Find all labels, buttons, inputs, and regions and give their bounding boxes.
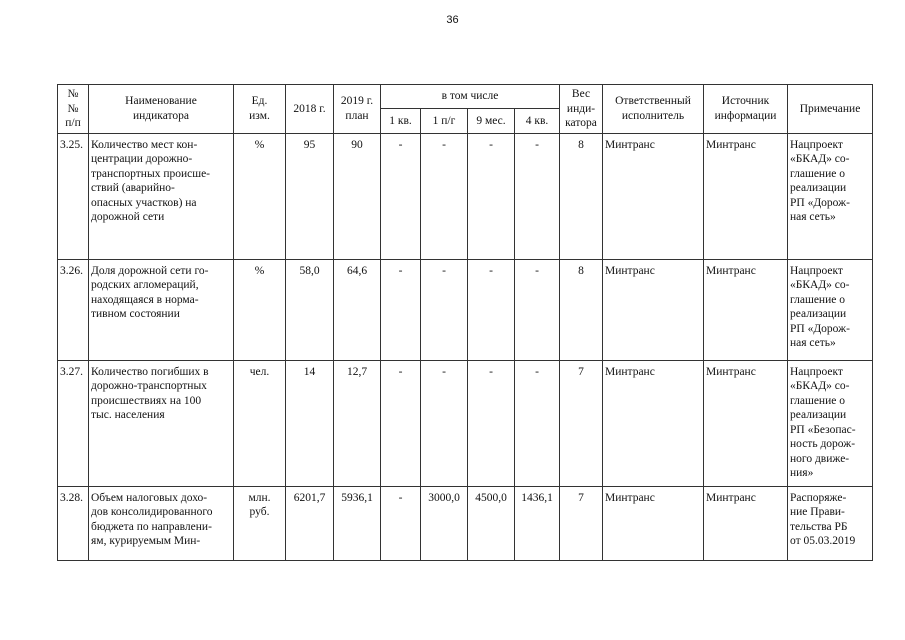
plan-2019: 64,6 — [334, 259, 381, 360]
note: Нацпроект «БКАД» со- глашение о реализации РП «Дорож- ная сеть» — [788, 259, 873, 360]
responsible: Минтранс — [603, 486, 704, 560]
col-header-q1: 1 кв. — [381, 109, 421, 133]
note: Нацпроект «БКАД» со- глашение о реализации РП «Дорож- ная сеть» — [788, 133, 873, 259]
source: Минтранс — [704, 133, 788, 259]
indicators-table — [57, 84, 873, 561]
indicator-name: Количество погибших в дорожно-транспортных происшествиях на 100 тыс. населения — [89, 360, 234, 486]
value-2018: 58,0 — [286, 259, 334, 360]
row-num: 3.27. — [58, 360, 89, 486]
note: Распоряже- ние Прави- тельства РБ от 05.03.2019 — [788, 486, 873, 560]
value-2018: 14 — [286, 360, 334, 486]
table-row — [58, 133, 873, 259]
q4: 1436,1 — [515, 486, 560, 560]
indicator-name: Объем налоговых дохо- дов консолидированного бюджета по направлени- ям, курируемым Мин- — [89, 486, 234, 560]
q4: - — [515, 133, 560, 259]
unit: чел. — [234, 360, 286, 486]
table-row — [58, 486, 873, 560]
weight: 7 — [560, 360, 603, 486]
plan-2019: 5936,1 — [334, 486, 381, 560]
col-header-including: в том числе — [381, 85, 560, 109]
source: Минтранс — [704, 259, 788, 360]
table-row — [58, 259, 873, 360]
plan-2019: 90 — [334, 133, 381, 259]
col-header-note: Примечание — [788, 85, 873, 134]
source: Минтранс — [704, 360, 788, 486]
responsible: Минтранс — [603, 259, 704, 360]
col-header-plan-2019: 2019 г. план — [334, 85, 381, 134]
table-row — [58, 360, 873, 486]
header-row-1 — [58, 85, 873, 109]
col-header-weight: Вес инди- катора — [560, 85, 603, 134]
note: Нацпроект «БКАД» со- глашение о реализации РП «Безопас- ность дорож- ного движе- ния» — [788, 360, 873, 486]
weight: 8 — [560, 133, 603, 259]
responsible: Минтранс — [603, 133, 704, 259]
col-header-unit: Ед. изм. — [234, 85, 286, 134]
q1: - — [381, 486, 421, 560]
weight: 8 — [560, 259, 603, 360]
m9: - — [468, 360, 515, 486]
responsible: Минтранс — [603, 360, 704, 486]
indicator-name: Доля дорожной сети го- родских агломераций, находящаяся в норма- тивном состоянии — [89, 259, 234, 360]
col-header-responsible: Ответственный исполнитель — [603, 85, 704, 134]
row-num: 3.28. — [58, 486, 89, 560]
q4: - — [515, 360, 560, 486]
h1: 3000,0 — [421, 486, 468, 560]
row-num: 3.26. — [58, 259, 89, 360]
m9: - — [468, 133, 515, 259]
unit: млн. руб. — [234, 486, 286, 560]
source: Минтранс — [704, 486, 788, 560]
weight: 7 — [560, 486, 603, 560]
col-header-h1: 1 п/г — [421, 109, 468, 133]
q1: - — [381, 133, 421, 259]
unit: % — [234, 259, 286, 360]
h1: - — [421, 259, 468, 360]
row-num: 3.25. — [58, 133, 89, 259]
col-header-9m: 9 мес. — [468, 109, 515, 133]
page-number: 36 — [446, 14, 459, 26]
value-2018: 95 — [286, 133, 334, 259]
plan-2019: 12,7 — [334, 360, 381, 486]
col-header-q4: 4 кв. — [515, 109, 560, 133]
col-header-source: Источник информации — [704, 85, 788, 134]
q4: - — [515, 259, 560, 360]
q1: - — [381, 360, 421, 486]
value-2018: 6201,7 — [286, 486, 334, 560]
h1: - — [421, 360, 468, 486]
m9: - — [468, 259, 515, 360]
col-header-num: № № п/п — [58, 85, 89, 134]
h1: - — [421, 133, 468, 259]
indicator-name: Количество мест кон- центрации дорожно- транспортных происше- ствий (аварийно- опасных участков) на дорожной сети — [89, 133, 234, 259]
unit: % — [234, 133, 286, 259]
col-header-2018: 2018 г. — [286, 85, 334, 134]
q1: - — [381, 259, 421, 360]
col-header-name: Наименование индикатора — [89, 85, 234, 134]
m9: 4500,0 — [468, 486, 515, 560]
